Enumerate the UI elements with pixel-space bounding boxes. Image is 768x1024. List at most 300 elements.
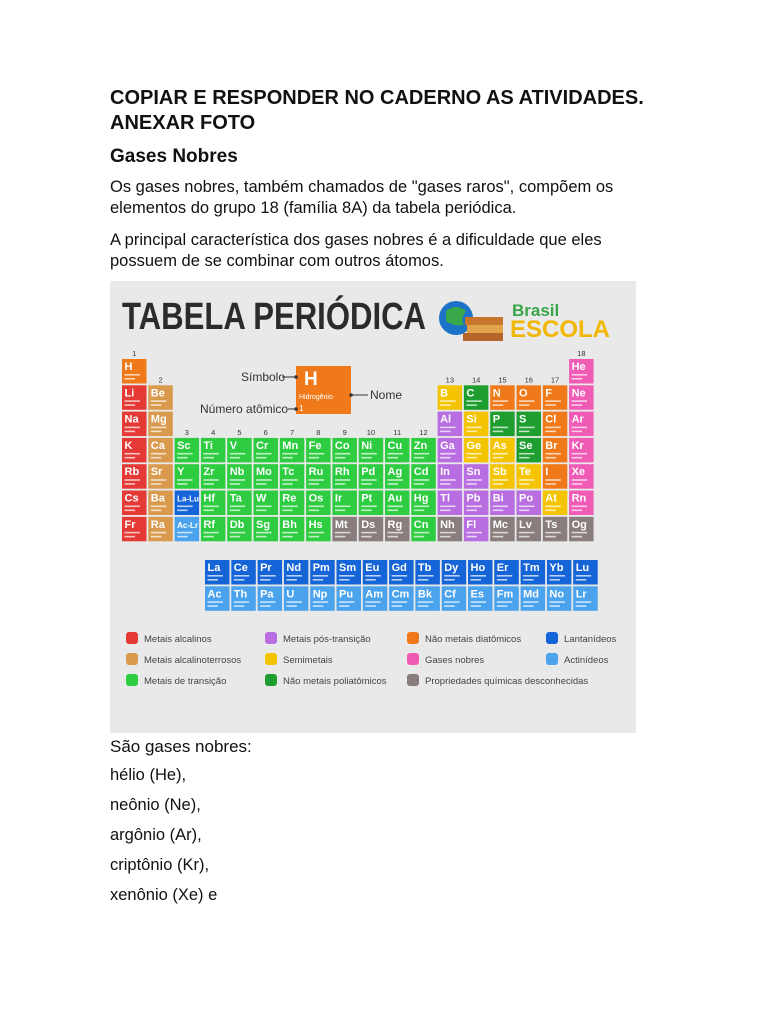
element-name-mark xyxy=(151,453,167,455)
element-name-mark xyxy=(361,506,377,508)
element-cell xyxy=(175,464,200,489)
element-name-mark xyxy=(313,575,329,577)
element-number-mark xyxy=(309,483,320,485)
element-number-mark xyxy=(361,510,372,512)
noble-gases-list-title: São gases nobres: xyxy=(110,737,252,756)
element-number-mark xyxy=(519,483,530,485)
actinide-cell xyxy=(468,586,493,611)
actinide-cell xyxy=(415,586,440,611)
element-number-mark xyxy=(440,404,451,406)
element-name-mark xyxy=(466,532,482,534)
actinide-cell xyxy=(442,586,467,611)
element-symbol: Ba xyxy=(150,492,165,505)
actinide-cell xyxy=(205,586,230,611)
element-symbol: Hg xyxy=(413,492,429,505)
element-symbol: Y xyxy=(177,466,185,479)
legend-label: Propriedades químicas desconhecidas xyxy=(425,676,589,687)
element-name-mark xyxy=(177,506,193,508)
element-symbol: Yb xyxy=(549,562,564,574)
actinide-cell xyxy=(389,586,414,611)
element-number-mark xyxy=(125,510,136,512)
element-cell xyxy=(280,491,305,516)
element-cell xyxy=(306,438,331,463)
element-symbol: Zn xyxy=(413,439,428,452)
element-number-mark xyxy=(440,536,451,538)
element-number-mark xyxy=(414,510,425,512)
element-symbol: Ag xyxy=(387,466,403,479)
element-symbol: Xe xyxy=(571,466,586,479)
element-symbol: Eu xyxy=(365,562,380,574)
element-symbol: Al xyxy=(440,413,452,426)
element-name-mark xyxy=(572,453,588,455)
element-name-mark xyxy=(545,453,561,455)
element-name-mark xyxy=(335,479,351,481)
element-name-mark xyxy=(335,532,351,534)
list-item-criptonio: criptônio (Kr), xyxy=(110,856,210,874)
element-number-mark xyxy=(339,605,350,607)
lanthanide-cell xyxy=(547,560,572,585)
element-symbol: F xyxy=(545,387,553,400)
element-number-mark xyxy=(230,483,241,485)
element-symbol: Ar xyxy=(571,413,584,426)
element-number-mark xyxy=(440,431,451,433)
element-name-mark xyxy=(440,400,456,402)
element-number-mark xyxy=(444,605,455,607)
lanthanide-cell xyxy=(468,560,493,585)
element-cell xyxy=(148,385,173,410)
element-symbol: Co xyxy=(334,439,350,452)
element-name-mark xyxy=(151,479,167,481)
element-symbol: Te xyxy=(519,466,532,479)
element-name-mark xyxy=(286,601,302,603)
element-number-mark xyxy=(572,457,583,459)
element-cell xyxy=(148,464,173,489)
element-name-mark xyxy=(361,532,377,534)
element-cell xyxy=(543,464,568,489)
element-cell xyxy=(569,438,594,463)
element-name-mark xyxy=(545,506,561,508)
element-cell xyxy=(148,438,173,463)
legend-item xyxy=(407,674,588,687)
element-symbol: Np xyxy=(312,588,328,601)
element-symbol: Tm xyxy=(523,562,540,574)
element-number-mark xyxy=(466,510,477,512)
element-symbol: Sn xyxy=(466,466,481,479)
element-symbol: Fe xyxy=(308,439,322,452)
element-name-mark xyxy=(208,575,224,577)
element-cell xyxy=(201,438,226,463)
element-cell xyxy=(148,412,173,437)
element-cell xyxy=(438,517,463,542)
element-cell xyxy=(306,517,331,542)
element-symbol: Nh xyxy=(440,518,455,531)
element-number-mark xyxy=(335,457,346,459)
element-cell xyxy=(148,491,173,516)
element-name-mark xyxy=(125,453,141,455)
element-number-mark xyxy=(286,579,297,581)
element-cell xyxy=(517,464,542,489)
group-number: 16 xyxy=(524,375,533,385)
element-cell xyxy=(385,464,410,489)
element-cell xyxy=(490,491,515,516)
actinide-cell xyxy=(573,586,598,611)
element-number-mark xyxy=(313,579,324,581)
element-name-mark xyxy=(493,506,509,508)
element-symbol: Bh xyxy=(282,518,297,531)
element-cell xyxy=(122,359,147,384)
legend-label: Lantanídeos xyxy=(564,634,617,645)
element-number-mark xyxy=(497,605,508,607)
element-number-mark xyxy=(230,536,241,538)
element-number-mark xyxy=(523,579,534,581)
element-cell xyxy=(411,517,436,542)
name-label: Nome xyxy=(370,388,403,402)
element-number-mark xyxy=(576,579,587,581)
element-cell xyxy=(122,491,147,516)
element-number-mark xyxy=(151,457,162,459)
legend-swatch xyxy=(265,653,277,665)
element-name-mark xyxy=(545,532,561,534)
legend-item xyxy=(546,653,609,666)
group-number: 8 xyxy=(316,427,321,437)
element-symbol: Es xyxy=(470,588,484,601)
element-cell xyxy=(175,438,200,463)
element-number-mark xyxy=(177,510,188,512)
element-symbol: Db xyxy=(229,518,245,531)
element-symbol: Ac xyxy=(207,588,222,601)
element-name-mark xyxy=(414,479,430,481)
element-name-mark xyxy=(339,601,355,603)
element-cell xyxy=(517,412,542,437)
element-cell xyxy=(569,385,594,410)
element-number-mark xyxy=(151,431,162,433)
element-cell xyxy=(227,517,252,542)
element-name-mark xyxy=(260,601,276,603)
element-number-mark xyxy=(282,483,293,485)
group-number: 13 xyxy=(445,375,455,385)
element-number-mark xyxy=(545,457,556,459)
element-number-mark xyxy=(151,536,162,538)
element-name-mark xyxy=(444,575,460,577)
element-number-mark xyxy=(523,605,534,607)
element-number-mark xyxy=(335,536,346,538)
element-name-mark xyxy=(309,479,325,481)
element-number-mark xyxy=(440,457,451,459)
element-cell xyxy=(569,517,594,542)
group-number: 7 xyxy=(289,427,295,437)
element-name-mark xyxy=(203,453,219,455)
element-symbol: P xyxy=(492,413,501,426)
element-symbol: Cs xyxy=(124,492,139,505)
actinide-cell xyxy=(231,586,256,611)
element-number-mark xyxy=(203,457,214,459)
element-cell xyxy=(385,517,410,542)
element-symbol: Se xyxy=(519,439,533,452)
element-number-mark xyxy=(493,536,504,538)
element-symbol: Fm xyxy=(496,588,514,601)
legend-swatch xyxy=(265,632,277,644)
element-number-mark xyxy=(572,536,583,538)
element-name-mark xyxy=(519,506,535,508)
element-cell xyxy=(332,464,357,489)
element-number-mark xyxy=(572,378,583,380)
element-number-mark xyxy=(466,483,477,485)
group-number: 10 xyxy=(366,427,376,437)
element-cell xyxy=(385,438,410,463)
element-number-mark xyxy=(545,431,556,433)
key-example-symbol: H xyxy=(304,369,318,390)
element-symbol: Os xyxy=(308,492,324,505)
list-item-neonio: neônio (Ne), xyxy=(110,796,201,814)
legend-label: Actinídeos xyxy=(564,655,609,666)
element-symbol: Bi xyxy=(492,492,504,505)
element-number-mark xyxy=(471,605,482,607)
element-symbol: Tl xyxy=(440,492,450,505)
element-cell xyxy=(411,491,436,516)
element-name-mark xyxy=(414,532,430,534)
element-number-mark xyxy=(572,483,583,485)
element-symbol: Mn xyxy=(282,439,299,452)
element-symbol: Tc xyxy=(282,466,295,479)
element-name-mark xyxy=(125,532,141,534)
element-name-mark xyxy=(177,479,193,481)
element-number-mark xyxy=(365,579,376,581)
symbol-label: Símbolo xyxy=(241,370,286,384)
element-symbol: Ge xyxy=(466,439,482,452)
element-cell xyxy=(438,464,463,489)
element-symbol: Sb xyxy=(492,466,507,479)
noble-gases-list xyxy=(110,767,217,917)
element-symbol: Md xyxy=(523,588,539,601)
element-symbol: Sg xyxy=(256,518,271,531)
element-number-mark xyxy=(177,457,188,459)
element-cell xyxy=(464,491,489,516)
legend-swatch xyxy=(126,653,138,665)
element-number-mark xyxy=(519,431,530,433)
element-number-mark xyxy=(388,457,399,459)
lanthanide-cell xyxy=(573,560,598,585)
element-number-mark xyxy=(545,483,556,485)
element-cell xyxy=(569,491,594,516)
element-number-mark xyxy=(444,579,455,581)
element-number-mark xyxy=(493,457,504,459)
element-cell xyxy=(254,491,279,516)
element-number-mark xyxy=(125,483,136,485)
element-cell xyxy=(227,438,252,463)
element-symbol: N xyxy=(492,387,501,400)
legend-swatch xyxy=(265,674,277,686)
element-name-mark xyxy=(282,453,298,455)
element-symbol: Na xyxy=(124,413,139,426)
element-symbol: Po xyxy=(519,492,534,505)
element-name-mark xyxy=(230,479,246,481)
element-name-mark xyxy=(418,575,434,577)
atomic-number-label: Número atômico xyxy=(200,402,289,416)
legend-item xyxy=(407,632,521,645)
element-name-mark xyxy=(440,532,456,534)
element-symbol: Pd xyxy=(361,466,376,479)
element-name-mark xyxy=(519,453,535,455)
element-cell xyxy=(490,517,515,542)
element-name-mark xyxy=(572,400,588,402)
element-number-mark xyxy=(313,605,324,607)
element-name-mark xyxy=(256,453,272,455)
element-cell xyxy=(411,464,436,489)
element-name-mark xyxy=(549,575,565,577)
element-cell xyxy=(490,464,515,489)
element-symbol: K xyxy=(124,439,133,452)
legend-swatch xyxy=(407,674,419,686)
element-number-mark xyxy=(572,404,583,406)
element-symbol: Ca xyxy=(150,439,165,452)
element-cell xyxy=(175,517,200,542)
element-symbol: Tb xyxy=(417,562,432,574)
element-symbol: Cr xyxy=(256,439,269,452)
element-name-mark xyxy=(335,453,351,455)
element-symbol: Rf xyxy=(203,518,216,531)
element-number-mark xyxy=(440,483,451,485)
element-number-mark xyxy=(493,404,504,406)
element-number-mark xyxy=(414,536,425,538)
element-name-mark xyxy=(365,601,381,603)
element-cell xyxy=(332,491,357,516)
element-number-mark xyxy=(418,579,429,581)
element-number-mark xyxy=(234,605,245,607)
group-number: 12 xyxy=(419,427,428,437)
legend-label: Metais pós-transição xyxy=(283,634,371,645)
element-symbol: Og xyxy=(571,518,587,531)
element-number-mark xyxy=(125,431,136,433)
element-cell xyxy=(254,438,279,463)
element-symbol: Cf xyxy=(444,588,456,601)
actinide-cell xyxy=(337,586,362,611)
element-name-mark xyxy=(151,400,167,402)
element-name-mark xyxy=(519,532,535,534)
element-number-mark xyxy=(388,536,399,538)
lanthanide-cell xyxy=(337,560,362,585)
element-number-mark xyxy=(414,457,425,459)
element-symbol: Mt xyxy=(334,518,348,531)
element-symbol: Lr xyxy=(575,588,587,601)
element-cell xyxy=(148,517,173,542)
element-name-mark xyxy=(125,479,141,481)
element-number-mark xyxy=(545,404,556,406)
element-symbol: Ni xyxy=(361,439,373,452)
element-symbol: Cn xyxy=(413,518,429,531)
lanthanide-cell xyxy=(231,560,256,585)
element-number-mark xyxy=(549,605,560,607)
element-number-mark xyxy=(125,536,136,538)
element-name-mark xyxy=(230,506,246,508)
element-name-mark xyxy=(335,506,351,508)
list-item-helio: hélio (He), xyxy=(110,766,187,784)
element-number-mark xyxy=(361,457,372,459)
element-name-mark xyxy=(361,453,377,455)
element-symbol: Cl xyxy=(545,413,557,426)
element-symbol: Rg xyxy=(387,518,403,531)
element-number-mark xyxy=(414,483,425,485)
list-item-xenonio: xenônio (Xe) e xyxy=(110,886,218,904)
lanthanide-cell xyxy=(494,560,519,585)
element-name-mark xyxy=(309,532,325,534)
element-number-mark xyxy=(309,510,320,512)
element-number-mark xyxy=(519,404,530,406)
element-cell xyxy=(122,438,147,463)
element-symbol: Ra xyxy=(150,518,165,531)
element-number-mark xyxy=(335,483,346,485)
element-cell xyxy=(175,491,200,516)
element-cell xyxy=(517,491,542,516)
element-symbol: Pr xyxy=(260,562,272,574)
lanthanide-cell xyxy=(205,560,230,585)
lanthanide-cell xyxy=(258,560,283,585)
element-name-mark xyxy=(286,575,302,577)
lanthanide-cell xyxy=(284,560,309,585)
element-name-mark xyxy=(523,601,539,603)
element-number-mark xyxy=(471,579,482,581)
group-number: 4 xyxy=(211,427,216,437)
element-number-mark xyxy=(203,483,214,485)
element-symbol: Rh xyxy=(334,466,350,479)
group-number: 1 xyxy=(132,349,137,358)
element-name-mark xyxy=(493,532,509,534)
element-symbol: Lu xyxy=(575,562,590,574)
element-symbol: He xyxy=(571,361,586,373)
element-symbol: Ds xyxy=(361,518,376,531)
element-symbol: La-Lu xyxy=(177,494,199,504)
element-number-mark xyxy=(256,483,267,485)
element-cell xyxy=(227,464,252,489)
element-symbol: In xyxy=(440,466,450,479)
element-number-mark xyxy=(234,579,245,581)
element-number-mark xyxy=(256,510,267,512)
element-symbol: Cm xyxy=(391,588,410,601)
legend-swatch xyxy=(407,653,419,665)
element-number-mark xyxy=(519,510,530,512)
element-cell xyxy=(254,517,279,542)
element-symbol: Hf xyxy=(203,492,216,505)
group-number: 14 xyxy=(471,375,481,385)
element-symbol: Ta xyxy=(229,492,242,505)
element-number-mark xyxy=(545,536,556,538)
element-symbol: Au xyxy=(387,492,403,505)
section-title: Gases Nobres xyxy=(110,146,238,167)
element-symbol: W xyxy=(256,492,267,505)
element-number-mark xyxy=(549,579,560,581)
legend-swatch xyxy=(126,632,138,644)
element-symbol: Mg xyxy=(150,413,167,426)
element-number-mark xyxy=(466,457,477,459)
element-cell xyxy=(517,517,542,542)
element-symbol: Cu xyxy=(387,439,403,452)
element-name-mark xyxy=(309,506,325,508)
element-symbol: O xyxy=(519,387,528,400)
element-symbol: Cd xyxy=(413,466,429,479)
element-symbol: Ac-Lr xyxy=(177,520,198,530)
group-number: 2 xyxy=(158,375,163,385)
element-cell xyxy=(438,412,463,437)
element-cell xyxy=(254,464,279,489)
actinide-cell xyxy=(310,586,335,611)
actinide-cell xyxy=(363,586,388,611)
element-cell xyxy=(411,438,436,463)
element-cell xyxy=(359,438,384,463)
element-cell xyxy=(201,517,226,542)
element-name-mark xyxy=(549,601,565,603)
element-name-mark xyxy=(230,453,246,455)
legend-label: Metais alcalinos xyxy=(144,634,212,645)
element-cell xyxy=(306,464,331,489)
